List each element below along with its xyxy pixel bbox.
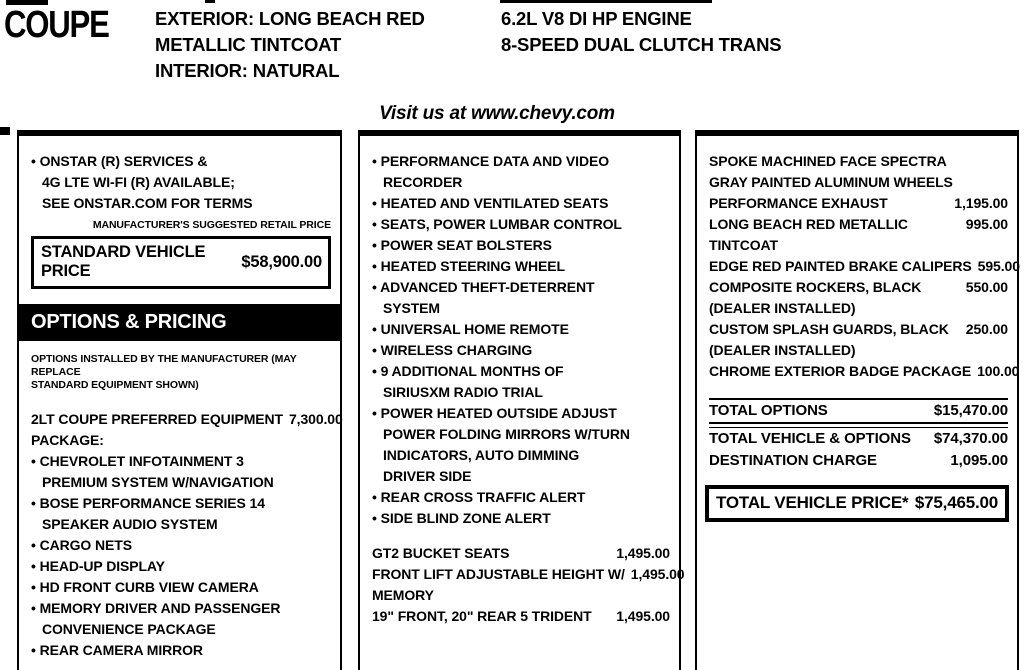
- option-line: [31, 430, 331, 451]
- cropped-print-artifact: [205, 0, 215, 3]
- option-line-with-price: [709, 193, 1008, 214]
- option-text: • ADVANCED THEFT-DETERRENT: [372, 279, 595, 295]
- option-text: PREMIUM SYSTEM W/NAVIGATION: [42, 474, 274, 490]
- pricing-column-right: [695, 130, 1019, 670]
- option-text: • CARGO NETS: [31, 537, 132, 553]
- option-text: • PERFORMANCE DATA AND VIDEO: [372, 153, 609, 169]
- option-text: • MEMORY DRIVER AND PASSENGER: [31, 600, 281, 616]
- exterior-spec-line: EXTERIOR: LONG BEACH RED: [155, 8, 425, 29]
- option-line: [372, 382, 670, 403]
- total-vehicle-and-options-label: TOTAL VEHICLE & OPTIONS: [709, 430, 911, 447]
- option-text: MEMORY: [372, 587, 434, 603]
- option-line: [372, 466, 670, 487]
- option-line: [372, 361, 670, 382]
- pricing-column-left: [17, 130, 342, 670]
- option-line-with-price: [709, 214, 1008, 235]
- option-text: PERFORMANCE EXHAUST: [709, 195, 888, 211]
- option-line: [372, 172, 670, 193]
- option-line: [372, 235, 670, 256]
- installed-options-list: [372, 151, 685, 627]
- option-text: SPOKE MACHINED FACE SPECTRA: [709, 153, 947, 169]
- option-text: FRONT LIFT ADJUSTABLE HEIGHT W/: [372, 566, 625, 582]
- cropped-print-artifact: [0, 127, 10, 135]
- option-price: 595.00: [977, 258, 1020, 274]
- option-text: • HEAD-UP DISPLAY: [31, 558, 165, 574]
- option-text: DRIVER SIDE: [383, 468, 472, 484]
- option-line: [372, 445, 670, 466]
- option-text: • CHEVROLET INFOTAINMENT 3: [31, 453, 244, 469]
- option-text: • HD FRONT CURB VIEW CAMERA: [31, 579, 259, 595]
- option-text: 19" FRONT, 20" REAR 5 TRIDENT: [372, 608, 592, 624]
- option-text: SYSTEM: [383, 300, 440, 316]
- option-line: [372, 298, 670, 319]
- option-text: • ONSTAR (R) SERVICES &: [31, 153, 208, 169]
- spacer: [372, 529, 670, 543]
- option-line-with-price: [709, 256, 1020, 277]
- option-line: [709, 151, 1008, 172]
- option-text: CUSTOM SPLASH GUARDS, BLACK: [709, 321, 949, 337]
- option-text: 2LT COUPE PREFERRED EQUIPMENT: [31, 411, 283, 427]
- option-text: • SIDE BLIND ZONE ALERT: [372, 510, 551, 526]
- option-text: • UNIVERSAL HOME REMOTE: [372, 321, 569, 337]
- engine-spec-line: 6.2L V8 DI HP ENGINE: [501, 8, 692, 29]
- exterior-interior-spec: [155, 6, 425, 84]
- option-line: [709, 235, 1008, 256]
- destination-charge-value: 1,095.00: [950, 452, 1008, 469]
- option-text: • POWER HEATED OUTSIDE ADJUST: [372, 405, 617, 421]
- option-line-with-price: [31, 409, 343, 430]
- msrp-label: MANUFACTURER'S SUGGESTED RETAIL PRICE: [92, 219, 331, 231]
- option-line: [31, 619, 331, 640]
- options-note: [31, 353, 331, 392]
- total-vehicle-price-label: TOTAL VEHICLE PRICE*: [716, 493, 909, 512]
- option-text: LONG BEACH RED METALLIC: [709, 216, 908, 232]
- total-options-value: $15,470.00: [933, 402, 1008, 419]
- option-line: [31, 151, 331, 172]
- option-line: [372, 277, 670, 298]
- installed-options-list: [31, 409, 343, 661]
- totals-section: [709, 398, 1008, 472]
- option-price: 1,495.00: [630, 566, 685, 582]
- option-line-with-price: [372, 543, 670, 564]
- options-and-pricing-band: OPTIONS & PRICING: [19, 304, 340, 341]
- option-line: [372, 340, 670, 361]
- option-line: [372, 403, 670, 424]
- option-line: [372, 585, 670, 606]
- option-line: [372, 193, 670, 214]
- option-text: • 9 ADDITIONAL MONTHS OF: [372, 363, 564, 379]
- option-price: 995.00: [965, 216, 1008, 232]
- option-line: [31, 640, 331, 661]
- option-line: [372, 424, 670, 445]
- option-line-with-price: [709, 361, 1020, 382]
- option-line: [31, 193, 331, 214]
- option-price: 1,195.00: [954, 195, 1008, 211]
- option-text: (DEALER INSTALLED): [709, 300, 856, 316]
- option-line: [31, 514, 331, 535]
- cropped-print-artifact: [500, 0, 712, 3]
- option-text: CONVENIENCE PACKAGE: [42, 621, 216, 637]
- option-price: 550.00: [965, 279, 1008, 295]
- option-line: [372, 151, 670, 172]
- option-text: • POWER SEAT BOLSTERS: [372, 237, 552, 253]
- standard-vehicle-price-label: STANDARD VEHICLE PRICE: [41, 243, 206, 280]
- option-price: 1,495.00: [616, 608, 670, 624]
- option-line-with-price: [372, 606, 670, 627]
- options-note-line: STANDARD EQUIPMENT SHOWN): [31, 379, 199, 391]
- option-text: INDICATORS, AUTO DIMMING: [383, 447, 580, 463]
- option-line: [709, 298, 1008, 319]
- option-line-with-price: [372, 564, 685, 585]
- option-text: 4G LTE WI-FI (R) AVAILABLE;: [42, 174, 235, 190]
- option-text: GT2 BUCKET SEATS: [372, 545, 510, 561]
- option-line: [31, 598, 331, 619]
- option-text: SPEAKER AUDIO SYSTEM: [42, 516, 218, 532]
- option-text: TINTCOAT: [709, 237, 778, 253]
- option-text: POWER FOLDING MIRRORS W/TURN: [383, 426, 630, 442]
- standard-vehicle-price-box: [31, 236, 331, 289]
- option-line: [709, 172, 1008, 193]
- standard-vehicle-price-value: $58,900.00: [241, 252, 322, 271]
- option-line: [31, 172, 331, 193]
- option-line: [372, 214, 670, 235]
- option-text: CHROME EXTERIOR BADGE PACKAGE: [709, 363, 972, 379]
- option-line: [372, 487, 670, 508]
- option-text: EDGE RED PAINTED BRAKE CALIPERS: [709, 258, 972, 274]
- interior-spec-line: INTERIOR: NATURAL: [155, 60, 340, 81]
- visit-chevy-url-text: Visit us at www.chevy.com: [379, 103, 615, 124]
- destination-charge-row: [709, 450, 1008, 472]
- option-text: SEE ONSTAR.COM FOR TERMS: [42, 195, 253, 211]
- option-line: [372, 319, 670, 340]
- total-vehicle-and-options-value: $74,370.00: [933, 430, 1008, 447]
- option-price: 7,300.00: [288, 411, 343, 427]
- option-text: • SEATS, POWER LUMBAR CONTROL: [372, 216, 622, 232]
- option-text: • BOSE PERFORMANCE SERIES 14: [31, 495, 265, 511]
- total-vehicle-and-options-row: [709, 428, 1008, 450]
- option-text: SIRIUSXM RADIO TRIAL: [383, 384, 543, 400]
- option-line: [372, 508, 670, 529]
- option-line-with-price: [709, 319, 1008, 340]
- option-line: [31, 556, 331, 577]
- option-text: • REAR CAMERA MIRROR: [31, 642, 203, 658]
- option-text: • HEATED AND VENTILATED SEATS: [372, 195, 609, 211]
- option-text: COMPOSITE ROCKERS, BLACK: [709, 279, 922, 295]
- option-text: • WIRELESS CHARGING: [372, 342, 533, 358]
- option-price: 100.00: [977, 363, 1020, 379]
- installed-options-list: [709, 151, 1020, 382]
- options-note-line: OPTIONS INSTALLED BY THE MANUFACTURER (MAY REPLACE: [31, 353, 297, 378]
- option-line: [31, 577, 331, 598]
- option-line: [31, 472, 331, 493]
- option-line: [372, 256, 670, 277]
- option-text: GRAY PAINTED ALUMINUM WHEELS: [709, 174, 953, 190]
- option-text: • HEATED STEERING WHEEL: [372, 258, 565, 274]
- destination-charge-label: DESTINATION CHARGE: [709, 452, 877, 469]
- option-text: • REAR CROSS TRAFFIC ALERT: [372, 489, 586, 505]
- option-line: [31, 493, 331, 514]
- option-price: 250.00: [965, 321, 1008, 337]
- option-line: [709, 340, 1008, 361]
- transmission-spec-line: 8-SPEED DUAL CLUTCH TRANS: [501, 34, 782, 55]
- option-text: (DEALER INSTALLED): [709, 342, 856, 358]
- exterior-spec-line: METALLIC TINTCOAT: [155, 34, 342, 55]
- model-title: COUPE: [4, 4, 109, 46]
- total-options-label: TOTAL OPTIONS: [709, 402, 828, 419]
- option-line-with-price: [709, 277, 1008, 298]
- total-vehicle-price-box: [705, 485, 1009, 522]
- option-line: [31, 451, 331, 472]
- drivetrain-spec: [501, 6, 781, 58]
- option-line: [31, 535, 331, 556]
- total-options-row: [709, 400, 1008, 422]
- option-price: 1,495.00: [616, 545, 670, 561]
- total-vehicle-price-value: $75,465.00: [914, 493, 998, 512]
- option-text: PACKAGE:: [31, 432, 104, 448]
- pricing-column-middle: [358, 130, 685, 670]
- standard-equipment-list: [31, 151, 331, 214]
- option-text: RECORDER: [383, 174, 463, 190]
